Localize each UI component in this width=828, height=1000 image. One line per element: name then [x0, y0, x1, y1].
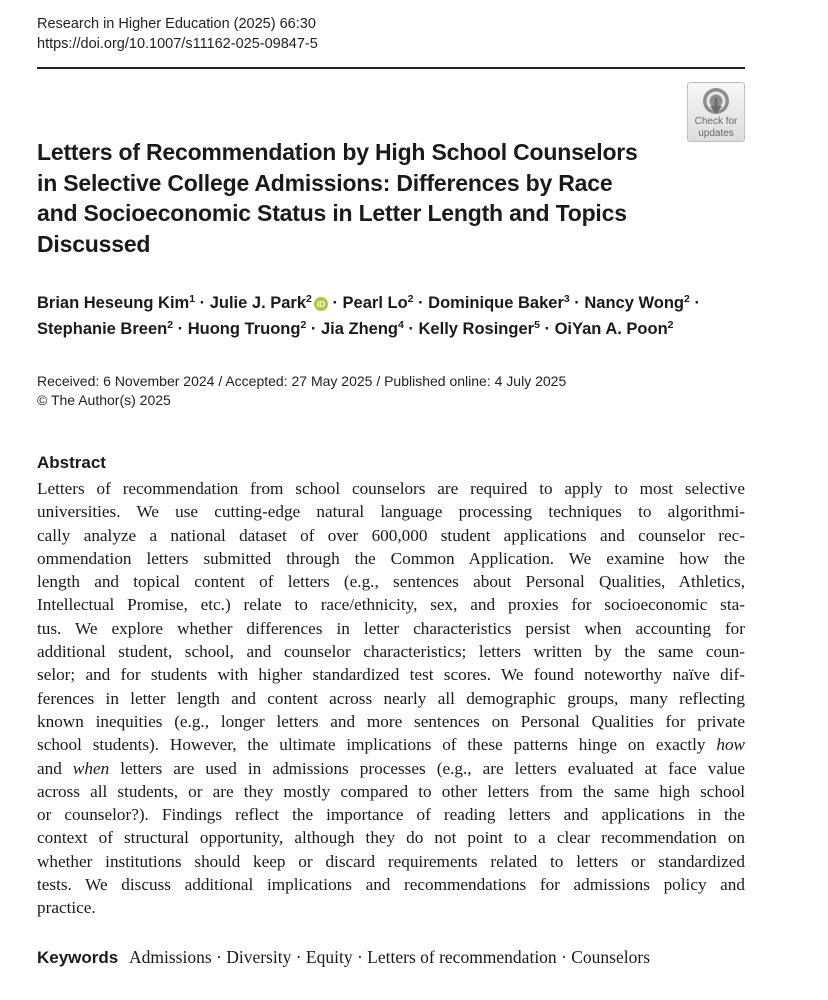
- check-for-updates-badge[interactable]: [687, 82, 745, 142]
- title-line: Discussed: [37, 230, 151, 257]
- author-affiliation: 2: [684, 293, 690, 305]
- abstract-line: school students). However, the ultimate implications of these patterns hinge on exactly how: [37, 735, 745, 755]
- keywords-terms: Admissions · Diversity · Equity · Letters of recommendation · Counselors: [128, 947, 651, 967]
- author-affiliation: 2: [167, 319, 174, 331]
- author-affiliation: 2: [306, 293, 312, 305]
- author-name[interactable]: OiYan A. Poon: [554, 320, 668, 338]
- badge-line-1: Check for: [694, 116, 738, 127]
- author-name[interactable]: Dominique Baker: [428, 294, 564, 312]
- keywords-label: Keywords: [37, 948, 119, 967]
- abstract-line: length and topical content of letters (e.g., sentences about Personal Qualities, Athletics,: [37, 572, 745, 592]
- abstract-line: tus. We explore whether differences in letter characteristics persist when accounting for: [37, 618, 745, 638]
- author-name[interactable]: Kelly Rosinger: [418, 320, 535, 338]
- title-line: and Socioeconomic Status in Letter Length and Topics: [37, 200, 627, 226]
- abstract-line: known inequities (e.g., longer letters and more sentences on Personal Qualities for private: [37, 711, 745, 731]
- check-for-updates-icon: [701, 86, 731, 116]
- author-name[interactable]: Nancy Wong: [584, 294, 685, 312]
- abstract-line: Letters of recommendation from school counselors are required to apply to most selective: [37, 479, 745, 498]
- abstract-body: [37, 477, 745, 920]
- abstract-line: whether institutions should keep or discard requirements related to letters or standardized: [37, 851, 745, 871]
- abstract-line: across all students, or are they mostly compared to other letters from the same high school: [37, 781, 745, 801]
- author-affiliation: 3: [563, 293, 570, 305]
- keywords-line: [37, 947, 650, 968]
- abstract-line: ommendation letters submitted through the Common Application. We examine how the: [37, 548, 745, 568]
- author-affiliation: 2: [300, 319, 307, 331]
- abstract-line: and when letters are used in admissions processes (e.g., are letters evaluated at face value: [37, 758, 745, 778]
- title-line: in Selective College Admissions: Differences by Race: [37, 169, 613, 196]
- author-name[interactable]: Jia Zheng: [320, 320, 398, 338]
- abstract-line: tests. We discuss additional implications and recommendations for admissions policy and: [37, 875, 745, 895]
- abstract-line: practice.: [37, 898, 96, 918]
- abstract-line: universities. We use cutting-edge natural language processing techniques to algorithmi-: [37, 502, 745, 522]
- author-affiliation: 5: [534, 319, 540, 331]
- abstract-heading: Abstract: [37, 453, 106, 472]
- author-name[interactable]: Pearl Lo: [342, 294, 408, 312]
- author-affiliation: 2: [407, 293, 414, 305]
- author-name[interactable]: Brian Heseung Kim: [37, 294, 190, 312]
- author-name[interactable]: Stephanie Breen: [37, 320, 168, 338]
- copyright-notice: © The Author(s) 2025: [37, 392, 171, 408]
- author-name[interactable]: Huong Truong: [187, 320, 301, 338]
- header-rule: [37, 67, 745, 69]
- publication-history: Received: 6 November 2024 / Accepted: 27 May 2025 / Published online: 4 July 2025: [37, 373, 567, 389]
- abstract-line: or counselor?). Findings reflect the importance of reading letters and applications in the: [37, 805, 745, 825]
- author-list: Brian Heseung Kim$^1$ · Julie J. Park$^2$ iD · Pearl $Lo^2$ · Dominique Baker$^3$ · Nancy Wong$^2$ · Stephanie Breen$^2$ · Huong Truong$^2$ · Jia Zheng$^4$ · Kelly Rosinger$^5$ · OiYan A. Poon$^2$: [37, 293, 700, 338]
- publication-dates: [37, 372, 566, 410]
- journal-citation: Research in Higher Education (2025) 66:30: [37, 16, 316, 32]
- journal-header: [37, 14, 318, 54]
- badge-line-2: updates: [698, 127, 734, 139]
- article-title: [37, 137, 657, 259]
- author-name[interactable]: Julie J. Park: [209, 294, 307, 312]
- author-affiliation: 4: [398, 319, 404, 331]
- abstract-line: ferences in letter length and content across nearly all demographic groups, many reflecting: [37, 688, 745, 708]
- abstract-line: selor; and for students with higher standardized test scores. We found noteworthy naïve dif-: [37, 665, 745, 685]
- author-affiliation: 1: [189, 293, 196, 305]
- abstract-line: cally analyze a national dataset of over 600,000 student applications and counselor rec-: [37, 525, 745, 545]
- orcid-icon[interactable]: iD: [314, 297, 328, 311]
- doi-link[interactable]: https://doi.org/10.1007/s11162-025-09847-5: [37, 36, 318, 52]
- abstract-line: Intellectual Promise, etc.) relate to race/ethnicity, sex, and proxies for socioeconomic sta-: [37, 595, 745, 615]
- title-line: Letters of Recommendation by High School Counselors: [37, 139, 638, 165]
- abstract-line: additional student, school, and counselor characteristics; letters written by the same coun-: [37, 642, 745, 662]
- abstract-line: context of structural opportunity, although they do not point to a clear recommendation on: [37, 828, 745, 848]
- author-affiliation: 2: [667, 319, 674, 331]
